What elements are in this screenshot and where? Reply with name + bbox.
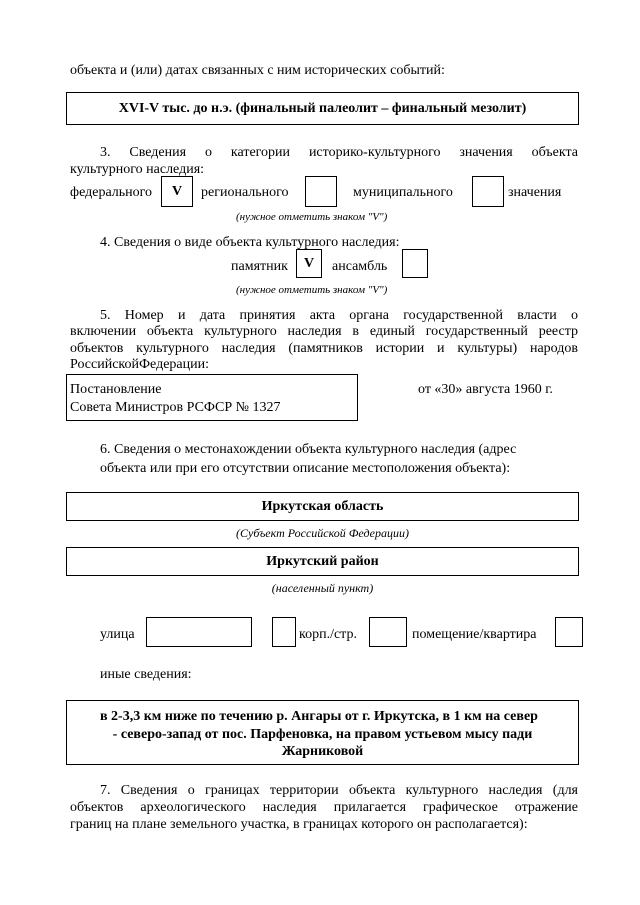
regional-checkbox[interactable] <box>305 176 337 207</box>
section5-line4: РоссийскойФедерации: <box>70 357 210 372</box>
regional-label: регионального <box>201 185 289 200</box>
section7-line2: объектов археологического наследия прилагается графическое отражение <box>70 800 578 815</box>
house-field[interactable] <box>272 617 296 647</box>
section3-hint: (нужное отметить знаком "V") <box>236 211 388 223</box>
other-line1: в 2-3,3 км ниже по течению р. Ангары от г. Иркутска, в 1 км на север <box>100 709 538 724</box>
other-line3: Жарниковой <box>281 744 364 759</box>
act-line2: Совета Министров РСФСР № 1327 <box>70 400 281 415</box>
street-label: улица <box>100 627 135 642</box>
ensemble-checkbox[interactable] <box>402 249 428 278</box>
intro-line: объекта и (или) датах связанных с ним исторических событий: <box>70 63 445 78</box>
section7-line1: 7. Сведения о границах территории объекта культурного наследия (для <box>100 783 578 798</box>
building-field[interactable] <box>369 617 407 647</box>
subject-box: Иркутская область <box>66 492 579 521</box>
federal-checkbox[interactable]: V <box>161 176 193 207</box>
section6-line2: объекта или при его отсутствии описание местоположения объекта): <box>100 461 511 476</box>
other-line2: - северо-запад от пос. Парфеновка, на правом устьевом мысу пади <box>112 727 533 742</box>
section3-line2: культурного наследия: <box>70 162 205 177</box>
monument-checkbox[interactable]: V <box>296 249 322 278</box>
room-label: помещение/квартира <box>412 627 537 642</box>
building-label: корп./стр. <box>299 627 357 642</box>
locality-hint: (населенный пункт) <box>271 581 374 595</box>
monument-label: памятник <box>231 259 288 274</box>
section7-line3: границ на плане земельного участка, в границах которого он располагается): <box>70 817 528 832</box>
section3-line1: 3. Сведения о категории историко-культурного значения объекта <box>100 145 578 160</box>
value-label: значения <box>508 185 562 200</box>
section5-line2: включении объекта культурного наследия в единый государственный реестр <box>70 324 578 339</box>
act-date: от «30» августа 1960 г. <box>418 382 553 397</box>
street-field[interactable] <box>146 617 252 647</box>
act-line1: Постановление <box>70 382 162 397</box>
section4-hint: (нужное отметить знаком "V") <box>236 284 388 296</box>
act-box <box>66 374 358 421</box>
federal-label: федерального <box>70 185 153 200</box>
section6-line1: 6. Сведения о местонахождении объекта культурного наследия (адрес <box>100 442 517 457</box>
municipal-label: муниципального <box>353 185 453 200</box>
municipal-checkbox[interactable] <box>472 176 504 207</box>
section5-line1: 5. Номер и дата принятия акта органа государственной власти о <box>100 308 578 323</box>
locality-box: Иркутский район <box>66 547 579 576</box>
date-value-box: XVI-V тыс. до н.э. (финальный палеолит – финальный мезолит) <box>66 92 579 125</box>
section5-line3: объектов культурного наследия (памятников истории и культуры) народов <box>70 341 578 356</box>
room-field[interactable] <box>555 617 583 647</box>
ensemble-label: ансамбль <box>332 259 388 274</box>
subject-hint: (Субъект Российской Федерации) <box>236 526 409 540</box>
other-box <box>66 700 579 765</box>
section4-line1: 4. Сведения о виде объекта культурного наследия: <box>100 235 400 250</box>
other-label: иные сведения: <box>100 667 192 682</box>
